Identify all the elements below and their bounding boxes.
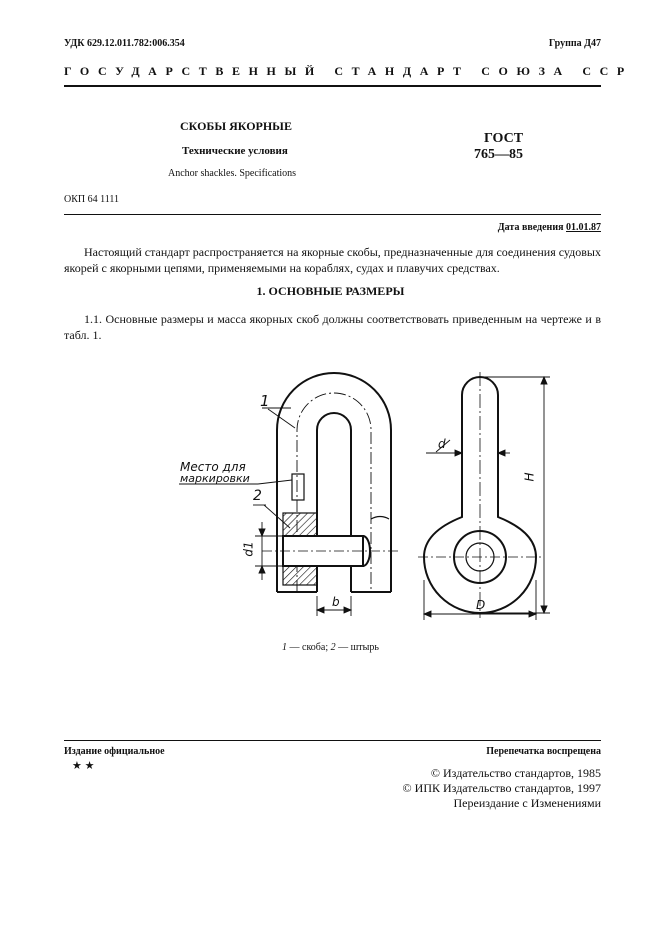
shackle-front-view [418, 372, 542, 618]
reissue-note: Переиздание с Изменениями [453, 796, 601, 810]
intro-date-value: 01.01.87 [566, 222, 601, 233]
group-code: Группа Д47 [548, 38, 601, 49]
doc-subtitle: Технические условия [182, 145, 288, 157]
clause-1-1: 1.1. Основные размеры и масса якорных скоб должны соответствовать приведенным на чертеже и в табл. 1. [64, 312, 601, 342]
intro-date-label: Дата введения [497, 222, 564, 233]
label-1-shackle: 1 [260, 392, 270, 410]
state-standard-banner: ГОСУДАРСТВЕННЫЙ СТАНДАРТ СОЮЗА ССР [64, 64, 633, 78]
doc-title-english: Anchor shackles. Specifications [168, 168, 297, 179]
reprint-prohibited: Перепечатка воспрещена [486, 746, 601, 757]
marking-place-label-1: Место для [180, 460, 246, 474]
copyright-1997: © ИПК Издательство стандартов, 1997 [402, 781, 601, 795]
marking-place-label-2: маркировки [180, 472, 250, 485]
gost-label: ГОСТ [484, 131, 524, 146]
official-edition: Издание официальное [64, 746, 165, 757]
caption-num-2: 2 [330, 642, 336, 653]
footer-divider [64, 740, 601, 741]
udc-code: УДК 629.12.011.782:006.354 [64, 38, 185, 49]
intro-paragraph: Настоящий стандарт распространяется на якорные скобы, предназначенные для соединения судовых якорей с якорными цепями, применяемыми на кораблях, судах и плавучих средствах. [64, 245, 601, 275]
figure-caption [0, 642, 661, 653]
caption-num-1: 1 [282, 642, 288, 653]
dim-b: b [332, 595, 340, 609]
doc-title: СКОБЫ ЯКОРНЫЕ [180, 119, 292, 133]
dim-d1: d1 [241, 541, 256, 557]
label-2-pin: 2 [253, 488, 262, 504]
stars: ★ ★ [72, 760, 95, 772]
dim-H: H [522, 472, 537, 482]
caption-text-2: — штырь [335, 642, 379, 653]
section-title: 1. ОСНОВНЫЕ РАЗМЕРЫ [256, 284, 405, 298]
dim-D: D [476, 598, 486, 612]
side-view-dimensions [179, 408, 351, 616]
gost-number: 765—85 [474, 147, 523, 162]
copyright-1985: © Издательство стандартов, 1985 [430, 766, 601, 780]
dim-d: d [438, 437, 446, 451]
okp-code: ОКП 64 1111 [64, 194, 119, 205]
copyright-block [403, 766, 601, 811]
shackle-side-view [262, 373, 400, 592]
front-view-dimensions [424, 377, 550, 620]
caption-text-1: — скоба; [287, 642, 331, 653]
